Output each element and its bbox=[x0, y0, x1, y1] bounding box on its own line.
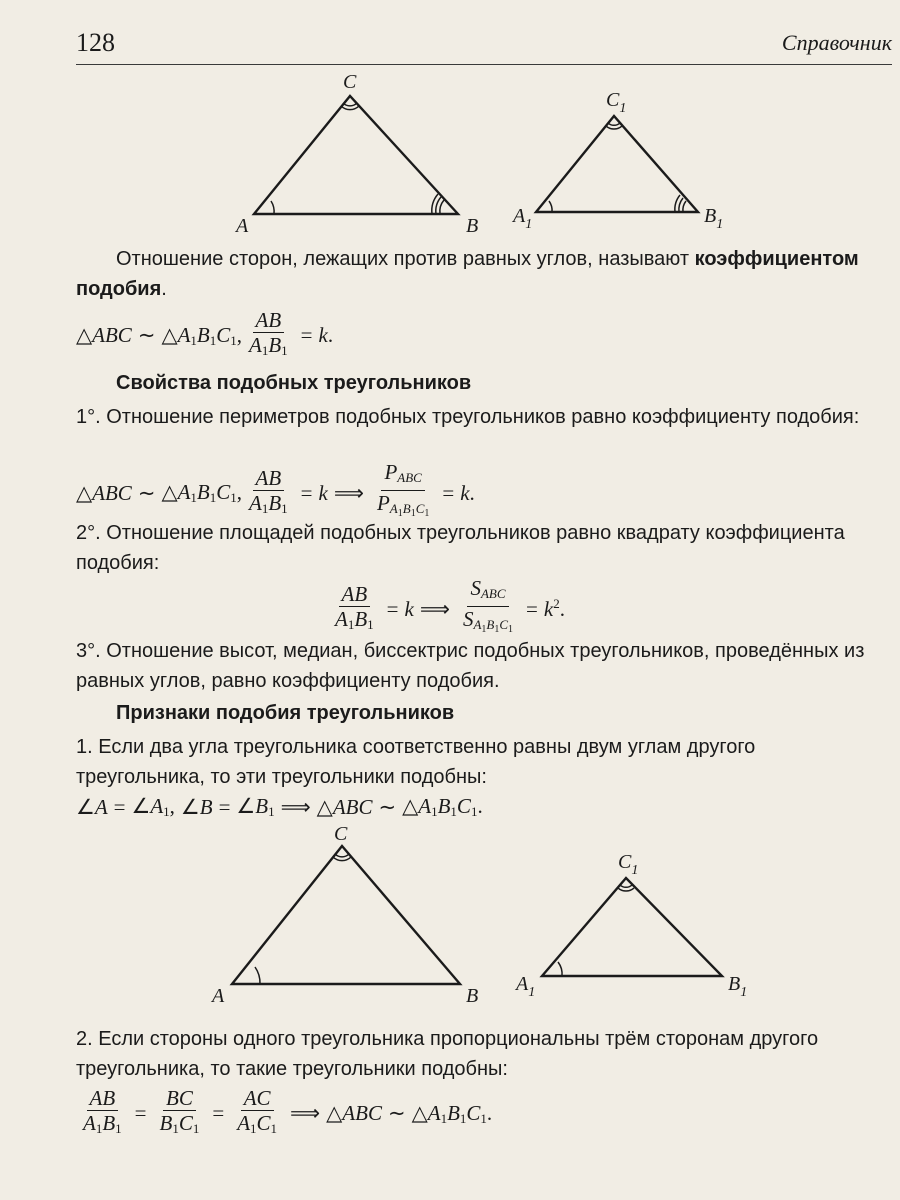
label-a1: $A_1$ bbox=[513, 205, 533, 232]
angle-c1-arc-2 bbox=[606, 126, 622, 129]
label-b1-2: $B_1$ bbox=[728, 973, 748, 1000]
label-b1: $B_1$ bbox=[704, 205, 724, 232]
header-divider bbox=[76, 64, 892, 65]
label-a: A bbox=[236, 215, 249, 237]
criteria-heading: Признаки подобия треугольников bbox=[116, 702, 455, 724]
property-2: 2°. Отношение площадей подобных треугольников равно квадрату коэффициента подобия: bbox=[76, 522, 845, 574]
label-a-2: A bbox=[212, 985, 225, 1007]
similar-triangles-figure-1 bbox=[0, 70, 900, 240]
triangle-a1b1c1 bbox=[536, 116, 698, 212]
angle-b1-arc-1 bbox=[683, 201, 686, 212]
angle-a-arc bbox=[271, 201, 274, 214]
similar-triangles-figure-2 bbox=[0, 824, 900, 1014]
triangle-a1b1c1-2 bbox=[542, 878, 722, 976]
label-a1-2: $A_1$ bbox=[516, 973, 536, 1000]
label-c1-2: $C_1$ bbox=[618, 851, 639, 878]
formula-coefficient: △ABC ∼ $\triangle A_1B_1C_1$, $\frac{AB}{A_1B_1}$ = k. bbox=[76, 308, 334, 358]
angle-c-arc-2a bbox=[335, 854, 349, 857]
triangle-abc bbox=[254, 96, 458, 214]
angle-a1-arc-2 bbox=[558, 962, 562, 976]
angle-c1-arc-2a bbox=[620, 885, 632, 887]
angle-c1-arc-2b bbox=[618, 888, 634, 891]
formula-area: $\frac{AB}{A_1B_1}$ = k ⟹ $\frac{S_{ABC}}{S_{A_1B_1C_1}}$ = $k^2$. bbox=[335, 576, 565, 635]
property-1: 1°. Отношение периметров подобных треугольников равно коэффициенту подобия: bbox=[76, 406, 860, 428]
page-number: 128 bbox=[76, 28, 115, 57]
angle-a-arc-2 bbox=[255, 967, 260, 984]
properties-heading: Свойства подобных треугольников bbox=[116, 372, 472, 394]
formula-angle-criterion: ∠A = $\angle A_1$, ∠B = $\angle B_1$ ⟹ △ABC ∼ $\triangle A_1B_1C_1$. bbox=[76, 794, 483, 819]
term-coefficient: коэффициентом подобия bbox=[76, 248, 859, 300]
triangle-abc-2 bbox=[232, 846, 460, 984]
property-3: 3°. Отношение высот, медиан, биссектрис подобных треугольников, проведённых из равных углов, равно коэффициенту подобия. bbox=[76, 640, 865, 692]
formula-sides-criterion: $\frac{AB}{A_1B_1}$ = $\frac{BC}{B_1C_1}$ = $\frac{AC}{A_1C_1}$ ⟹ △ABC ∼ $\triangle A_1B_1C_1$. bbox=[83, 1086, 493, 1136]
angle-a1-arc bbox=[549, 201, 552, 212]
criterion-1: 1. Если два угла треугольника соответственно равны двум углам другого треугольника, то эти треугольники подобны: bbox=[76, 736, 756, 788]
label-b-2: B bbox=[466, 985, 479, 1007]
label-b: B bbox=[466, 215, 479, 237]
label-c-2: C bbox=[334, 824, 348, 845]
angle-c1-arc-1 bbox=[608, 123, 620, 125]
similarity-coefficient-definition: Отношение сторон, лежащих против равных углов, называют коэффициентом подобия. bbox=[76, 248, 859, 300]
label-c1: $C_1$ bbox=[606, 89, 627, 116]
label-c: C bbox=[343, 71, 357, 93]
angle-b-arc-1 bbox=[440, 200, 444, 214]
criterion-2: 2. Если стороны одного треугольника пропорциональны трём сторонам другого треугольника, то такие треугольники подобны: bbox=[76, 1028, 819, 1080]
formula-perimeter: △ABC ∼ $\triangle A_1B_1C_1$, $\frac{AB}{A_1B_1}$ = k ⟹ $\frac{P_{ABC}}{P_{A_1B_1C_1}}$ = k. bbox=[76, 460, 475, 519]
section-title: Справочник bbox=[781, 30, 892, 55]
